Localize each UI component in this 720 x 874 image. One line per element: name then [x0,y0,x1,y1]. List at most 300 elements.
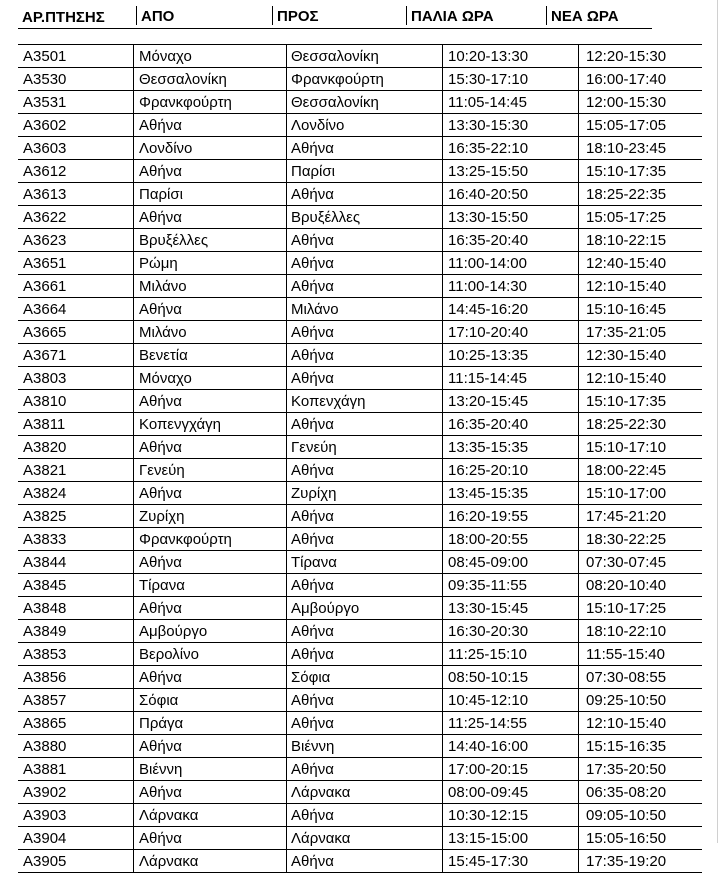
column-divider [442,459,443,482]
column-divider [286,45,287,68]
column-divider [133,45,134,68]
new-time-cell: 09:05-10:50 [586,807,667,824]
old-time-cell: 11:15-14:45 [448,370,527,387]
column-divider [133,528,134,551]
old-time-cell: 14:45-16:20 [448,301,529,318]
table-row [18,183,702,206]
column-divider [133,758,134,781]
column-divider [442,91,443,114]
old-time-cell: 10:45-12:10 [448,692,529,709]
new-time-cell: 15:05-16:50 [586,830,667,847]
to-cell: Αθήνα [291,508,334,525]
old-time-cell: 09:35-11:55 [448,577,527,594]
column-divider [578,114,579,137]
new-time-cell: 15:05-17:05 [586,117,667,134]
column-divider [442,482,443,505]
column-divider [578,620,579,643]
to-cell: Φρανκφούρτη [291,71,384,88]
to-cell: Αθήνα [291,278,334,295]
column-divider [286,643,287,666]
flight-number-cell: A3903 [23,807,67,824]
old-time-cell: 16:20-19:55 [448,508,529,525]
old-time-cell: 17:10-20:40 [448,324,529,341]
from-cell: Αθήνα [139,738,182,755]
flight-number-cell: A3810 [23,393,67,410]
column-divider [133,505,134,528]
flight-number-cell: A3671 [23,347,67,364]
column-divider [578,137,579,160]
to-cell: Αθήνα [291,807,334,824]
old-time-cell: 13:30-15:50 [448,209,529,226]
table-row [18,689,702,712]
table-row [18,827,702,850]
new-time-cell: 12:10-15:40 [586,278,667,295]
new-time-cell: 07:30-08:55 [586,669,667,686]
column-divider [578,91,579,114]
table-row [18,252,702,275]
old-time-cell: 08:00-09:45 [448,784,529,801]
flight-number-cell: A3849 [23,623,67,640]
new-time-cell: 18:30-22:25 [586,531,667,548]
column-divider [578,528,579,551]
column-divider [286,68,287,91]
column-divider [286,91,287,114]
flight-number-cell: A3880 [23,738,67,755]
from-cell: Φρανκφούρτη [139,531,232,548]
to-cell: Αθήνα [291,646,334,663]
column-divider [578,459,579,482]
column-divider [133,321,134,344]
new-time-cell: 18:10-22:15 [586,232,667,249]
column-divider [578,160,579,183]
column-divider [286,574,287,597]
column-divider [286,275,287,298]
from-cell: Αθήνα [139,600,182,617]
column-divider [286,137,287,160]
from-cell: Αθήνα [139,485,182,502]
column-divider [442,804,443,827]
column-divider [133,298,134,321]
to-cell: Μιλάνο [291,301,339,318]
column-divider [578,321,579,344]
flight-number-cell: A3623 [23,232,67,249]
to-cell: Αμβούργο [291,600,360,617]
from-cell: Λάρνακα [139,807,199,824]
column-divider [133,827,134,850]
flight-number-cell: A3857 [23,692,67,709]
column-divider [442,252,443,275]
table-row [18,758,702,781]
flight-number-cell: A3905 [23,853,67,870]
column-divider [286,850,287,873]
old-time-cell: 08:45-09:00 [448,554,529,571]
column-divider [442,666,443,689]
from-cell: Τίρανα [139,577,185,594]
column-divider [578,827,579,850]
flight-number-cell: A3665 [23,324,67,341]
column-divider [442,850,443,873]
flight-number-cell: A3902 [23,784,67,801]
column-divider [286,482,287,505]
flight-number-cell: A3531 [23,94,67,111]
column-divider [133,114,134,137]
to-cell: Γενεύη [291,439,337,456]
old-time-cell: 13:25-15:50 [448,163,529,180]
column-divider [578,367,579,390]
old-time-cell: 13:15-15:00 [448,830,529,847]
table-row [18,804,702,827]
old-time-cell: 16:35-20:40 [448,416,529,433]
flight-number-cell: A3881 [23,761,67,778]
flight-number-cell: A3853 [23,646,67,663]
flight-number-cell: A3651 [23,255,67,272]
table-row [18,68,702,91]
table-row [18,413,702,436]
flight-number-cell: A3602 [23,117,67,134]
to-cell: Αθήνα [291,347,334,364]
column-divider [286,436,287,459]
column-divider [442,413,443,436]
new-time-cell: 15:10-17:35 [586,163,667,180]
column-divider [442,160,443,183]
column-divider [442,574,443,597]
new-time-cell: 12:00-15:30 [586,94,667,111]
column-divider [286,229,287,252]
column-divider [442,229,443,252]
old-time-cell: 08:50-10:15 [448,669,529,686]
flight-number-cell: A3803 [23,370,67,387]
column-divider [578,758,579,781]
column-divider [286,298,287,321]
column-divider [442,781,443,804]
column-divider [578,666,579,689]
old-time-cell: 16:35-22:10 [448,140,529,157]
column-divider [286,390,287,413]
to-cell: Βρυξέλλες [291,209,361,226]
from-cell: Αθήνα [139,784,182,801]
old-time-cell: 11:05-14:45 [448,94,527,111]
table-row [18,45,702,68]
table-row [18,114,702,137]
column-divider [442,436,443,459]
to-cell: Λάρνακα [291,784,351,801]
column-divider [442,505,443,528]
table-row [18,574,702,597]
column-divider [578,45,579,68]
column-divider [442,735,443,758]
column-divider [578,597,579,620]
to-cell: Βιέννη [291,738,335,755]
column-divider [578,505,579,528]
from-cell: Μόναχο [139,370,192,387]
flight-number-cell: A3622 [23,209,67,226]
column-divider [578,781,579,804]
column-divider [442,758,443,781]
to-cell: Αθήνα [291,462,334,479]
from-cell: Πράγα [139,715,184,732]
column-divider [286,758,287,781]
old-time-cell: 15:45-17:30 [448,853,529,870]
new-time-cell: 12:10-15:40 [586,715,667,732]
column-divider [286,804,287,827]
flight-number-cell: A3856 [23,669,67,686]
column-divider [286,367,287,390]
table-row [18,620,702,643]
table-row [18,482,702,505]
to-cell: Αθήνα [291,255,334,272]
to-cell: Αθήνα [291,853,334,870]
old-time-cell: 13:20-15:45 [448,393,529,410]
table-row [18,367,702,390]
flight-number-cell: A3612 [23,163,67,180]
column-divider [133,643,134,666]
new-time-cell: 08:20-10:40 [586,577,667,594]
column-divider [442,620,443,643]
new-time-cell: 18:10-23:45 [586,140,667,157]
column-divider [578,390,579,413]
flight-number-cell: A3848 [23,600,67,617]
column-divider [133,666,134,689]
table-row [18,298,702,321]
column-divider [578,252,579,275]
column-divider [286,597,287,620]
column-divider [442,183,443,206]
flight-number-cell: A3825 [23,508,67,525]
new-time-cell: 17:45-21:20 [586,508,667,525]
header-flight-number: ΑΡ.ΠΤΗΣΗΣ [22,9,105,26]
from-cell: Αθήνα [139,830,182,847]
from-cell: Βενετία [139,347,188,364]
column-divider [133,137,134,160]
old-time-cell: 13:35-15:35 [448,439,529,456]
from-cell: Ζυρίχη [139,508,185,525]
from-cell: Λάρνακα [139,853,199,870]
column-divider [133,160,134,183]
from-cell: Φρανκφούρτη [139,94,232,111]
to-cell: Τίρανα [291,554,337,571]
column-divider [286,528,287,551]
flight-number-cell: A3833 [23,531,67,548]
old-time-cell: 16:35-20:40 [448,232,529,249]
column-divider [133,597,134,620]
column-divider [133,344,134,367]
column-divider [578,68,579,91]
to-cell: Σόφια [291,669,331,686]
table-row [18,321,702,344]
column-divider [133,183,134,206]
column-divider [286,505,287,528]
old-time-cell: 17:00-20:15 [448,761,529,778]
table-row [18,781,702,804]
column-divider [133,735,134,758]
from-cell: Σόφια [139,692,179,709]
flight-number-cell: A3530 [23,71,67,88]
table-row [18,390,702,413]
table-row [18,643,702,666]
column-divider [442,321,443,344]
from-cell: Μιλάνο [139,278,187,295]
old-time-cell: 14:40-16:00 [448,738,529,755]
from-cell: Λονδίνο [139,140,193,157]
from-cell: Αθήνα [139,554,182,571]
new-time-cell: 12:40-15:40 [586,255,667,272]
column-divider [133,482,134,505]
column-divider [133,68,134,91]
to-cell: Παρίσι [291,163,335,180]
column-divider [133,252,134,275]
new-time-cell: 18:25-22:30 [586,416,667,433]
column-divider [578,298,579,321]
column-divider [578,413,579,436]
column-divider [578,689,579,712]
new-time-cell: 12:10-15:40 [586,370,667,387]
old-time-cell: 11:25-15:10 [448,646,527,663]
column-divider [286,551,287,574]
new-time-cell: 17:35-20:50 [586,761,667,778]
new-time-cell: 17:35-19:20 [586,853,667,870]
column-divider [286,827,287,850]
new-time-cell: 17:35-21:05 [586,324,667,341]
new-time-cell: 18:10-22:10 [586,623,667,640]
column-divider [133,689,134,712]
table-row [18,137,702,160]
to-cell: Αθήνα [291,692,334,709]
column-divider [286,160,287,183]
header-to: ΠΡΟΣ [272,6,319,25]
old-time-cell: 11:25-14:55 [448,715,527,732]
table-row [18,528,702,551]
to-cell: Ζυρίχη [291,485,337,502]
old-time-cell: 13:45-15:35 [448,485,529,502]
flight-number-cell: A3904 [23,830,67,847]
column-divider [133,804,134,827]
to-cell: Αθήνα [291,531,334,548]
table-row [18,551,702,574]
old-time-cell: 10:30-12:15 [448,807,529,824]
column-divider [286,206,287,229]
new-time-cell: 15:10-17:35 [586,393,667,410]
new-time-cell: 15:10-16:45 [586,301,667,318]
flight-number-cell: A3824 [23,485,67,502]
table-row [18,459,702,482]
to-cell: Θεσσαλονίκη [291,94,379,111]
column-divider [286,712,287,735]
column-divider [578,712,579,735]
column-divider [286,735,287,758]
table-row [18,206,702,229]
old-time-cell: 11:00-14:00 [448,255,527,272]
column-divider [442,551,443,574]
old-time-cell: 16:40-20:50 [448,186,529,203]
new-time-cell: 15:15-16:35 [586,738,667,755]
column-divider [442,206,443,229]
column-divider [133,275,134,298]
column-divider [286,413,287,436]
column-divider [133,551,134,574]
old-time-cell: 13:30-15:30 [448,117,529,134]
from-cell: Αθήνα [139,439,182,456]
column-divider [133,781,134,804]
column-divider [442,643,443,666]
column-divider [286,620,287,643]
flight-number-cell: A3821 [23,462,67,479]
from-cell: Αμβούργο [139,623,208,640]
table-header [18,6,652,29]
new-time-cell: 15:10-17:25 [586,600,667,617]
column-divider [442,528,443,551]
column-divider [286,321,287,344]
column-divider [578,482,579,505]
to-cell: Αθήνα [291,232,334,249]
column-divider [578,735,579,758]
new-time-cell: 12:30-15:40 [586,347,667,364]
from-cell: Αθήνα [139,117,182,134]
column-divider [442,689,443,712]
column-divider [578,275,579,298]
new-time-cell: 07:30-07:45 [586,554,667,571]
from-cell: Κοπενγχάγη [139,416,221,433]
table-row [18,666,702,689]
table-row [18,850,702,873]
column-divider [578,804,579,827]
column-divider [442,827,443,850]
column-divider [442,344,443,367]
header-new-time: ΝΕΑ ΩΡΑ [546,6,619,25]
old-time-cell: 16:30-20:30 [448,623,529,640]
column-divider [442,597,443,620]
to-cell: Αθήνα [291,623,334,640]
flight-number-cell: A3603 [23,140,67,157]
column-divider [286,689,287,712]
old-time-cell: 11:00-14:30 [448,278,527,295]
column-divider [578,344,579,367]
old-time-cell: 10:25-13:35 [448,347,529,364]
to-cell: Λάρνακα [291,830,351,847]
column-divider [442,45,443,68]
flight-table [18,44,702,873]
column-divider [442,712,443,735]
column-divider [133,574,134,597]
from-cell: Γενεύη [139,462,185,479]
column-divider [133,459,134,482]
to-cell: Αθήνα [291,416,334,433]
column-divider [578,229,579,252]
flight-number-cell: A3664 [23,301,67,318]
column-divider [286,183,287,206]
table-row [18,160,702,183]
column-divider [133,712,134,735]
column-divider [442,367,443,390]
new-time-cell: 12:20-15:30 [586,48,667,65]
column-divider [578,183,579,206]
from-cell: Αθήνα [139,209,182,226]
from-cell: Αθήνα [139,301,182,318]
from-cell: Μόναχο [139,48,192,65]
column-divider [578,643,579,666]
header-old-time: ΠΑΛΙΑ ΩΡΑ [406,6,494,25]
old-time-cell: 15:30-17:10 [448,71,529,88]
column-divider [286,252,287,275]
from-cell: Αθήνα [139,163,182,180]
new-time-cell: 18:25-22:35 [586,186,667,203]
column-divider [286,459,287,482]
new-time-cell: 11:55-15:40 [586,646,665,663]
to-cell: Αθήνα [291,577,334,594]
from-cell: Ρώμη [139,255,178,272]
column-divider [442,275,443,298]
column-divider [578,850,579,873]
old-time-cell: 10:20-13:30 [448,48,529,65]
